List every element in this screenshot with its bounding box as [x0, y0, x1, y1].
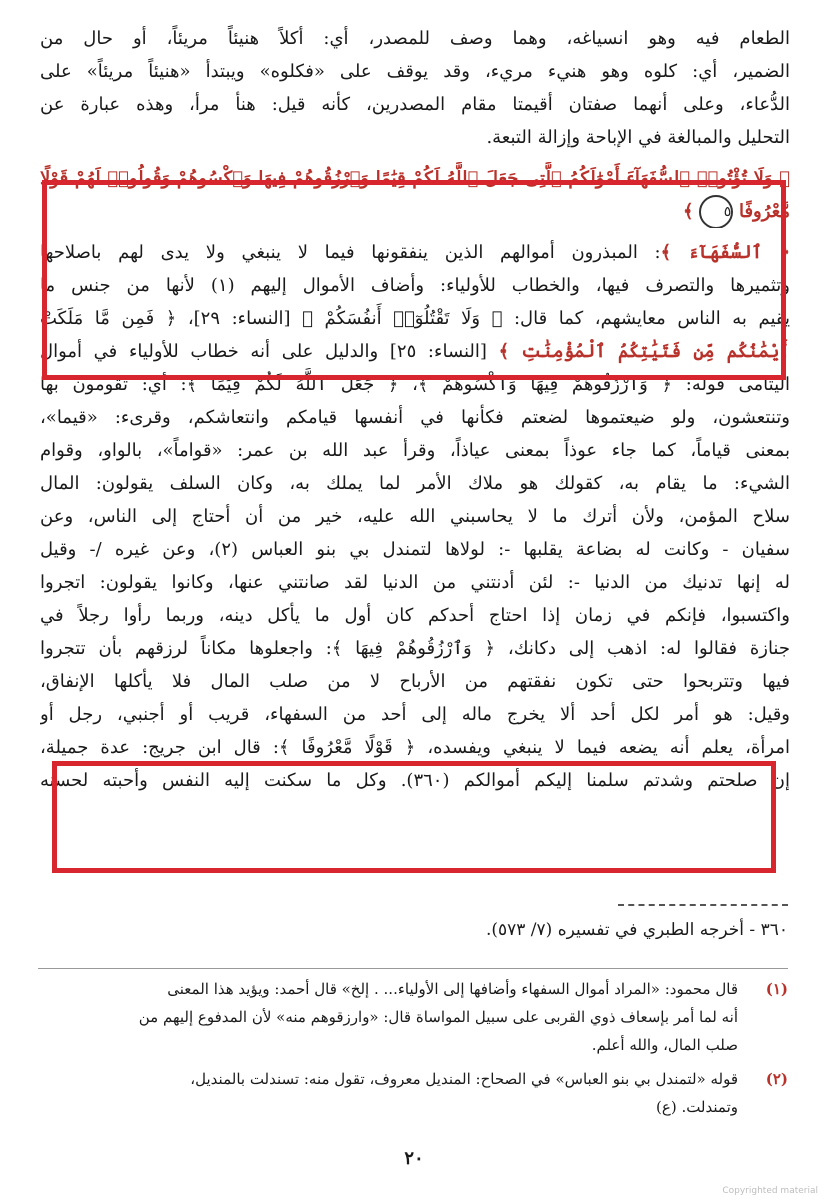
footnote-text — [38, 975, 738, 1059]
text-line: سفيان - وكانت له بضاعة يقلبها -: لولاها لتمندل بي بنو العباس (٢)، وعن غيره /- وقيل — [40, 539, 790, 560]
text-line: بمعنى قياماً، كما جاء عوذاً بمعنى عياذاً، وقرأ عبد الله بن عمر: «قواماً»، بالواو، وقوام — [40, 440, 790, 461]
text-line: إن صلحتم وشدتم سلمنا إليكم أموالكم (٣٦٠). وكل ما سكنت إليه النفس وأحبته لحسنه — [40, 770, 790, 791]
text-segment: [النساء: ٢٥] والدليل على أنه خطاب للأولياء في أموال — [40, 341, 499, 362]
footnote-line: قوله «لتمندل بي بنو العباس» في الصحاح: المنديل معروف، تقول منه: تسندلت بالمنديل، — [190, 1070, 738, 1088]
text-line: يقيم به الناس معايشهم، كما قال: ﴿ وَلَا تَقْتُلُوٓا۟ أَنفُسَكُمْ ﴾ [النساء: ٢٩]، ﴿ فَمِن مَّا مَلَكَتْ — [40, 308, 790, 329]
footnote-line: صلب المال، والله أعلم. — [591, 1036, 738, 1054]
verse-word: مَّعْرُوفًا — [738, 201, 790, 222]
term-explanation: : المبذرون أموالهم الذين ينفقونها فيما لا ينبغي ولا يدى لهم باصلاحها — [40, 242, 661, 263]
footnote-line: أنه لما أمر بإسعاف ذوي القربى على سبيل المواساة قال: «وارزقوهم منه» لأن المدفوع إليهم من — [138, 1008, 738, 1026]
footnote-line: وتمندلت. (ع) — [656, 1098, 738, 1116]
footnote-2 — [38, 1065, 788, 1121]
verse-close-bracket: ﴾ — [682, 201, 694, 222]
text-line: وقيل: هو أمر لكل أحد ألا يخرج ماله إلى أحد من السفهاء، قريب أو أجنبي، رجل أو — [40, 704, 790, 725]
text-line: جنازة فقالوا له: اذهب إلى دكانك، ﴿ وَٱرْزُقُوهُمْ فِيهَا ﴾: واجعلوها مكاناً لرزقهم بأن تتجروا — [40, 638, 790, 659]
quran-verse-line-end — [40, 195, 790, 228]
text-line: وتثميرها والتصرف فيها، والخطاب للأولياء: وأضاف الأموال إليهم (١) لأنها من جنس ما — [40, 275, 790, 296]
footnote-1 — [38, 975, 788, 1059]
paragraph-tahlil — [40, 22, 790, 154]
text-line: الطعام فيه وهو انسياغه، وهما وصف للمصدر، أي: أكلاً هنيئاً مريئاً، أو حال من — [40, 28, 790, 49]
text-line: فيها وتتربحوا حتى تكون نفقتهم من الأرباح لا من صلب المال فلا يأكلها الإنفاق، — [40, 671, 790, 692]
text-line — [40, 236, 790, 269]
source-footnote: ٣٦٠ - أخرجه الطبري في تفسيره (٧/ ٥٧٣). — [485, 920, 788, 940]
text-line: وتنتعشون، ولو ضيعتموها لضعتم فكأنها في أنفسها قيامكم وانتعاشكم، وقرىء: «قيما»، — [40, 407, 790, 428]
copyright-watermark: Copyrighted material — [722, 1186, 818, 1196]
text-line: الدُّعاء، وعلى أنهما صفتان أقيمتا مقام المصدرين، كأنه قيل: هنأ مرأ، وهذه عبارة عن — [40, 94, 790, 115]
text-line: امرأة، يعلم أنه يضعه فيما لا ينبغي ويفسده، ﴿ قَوْلًا مَّعْرُوفًا ﴾: قال ابن جريج: عدة جميلة، — [40, 737, 790, 758]
verse-block — [40, 162, 790, 228]
footnote-number: (٢) — [765, 1070, 788, 1088]
footnote-number: (١) — [765, 980, 788, 998]
footnote-divider-short — [618, 904, 788, 906]
page-number: ٢٠ — [404, 1148, 424, 1169]
footnote-text — [38, 1065, 738, 1121]
footnote-divider — [38, 968, 788, 969]
footnotes — [38, 975, 788, 1121]
paragraph-sufaha — [40, 236, 790, 698]
text-line: واكتسبوا، فإنكم في زمان إذا احتاج أحدكم كان أول ما يأكل دينه، وربما رأوا رجلاً في — [40, 605, 790, 626]
tafsir-page — [40, 22, 790, 797]
text-line: اليتامى قوله: ﴿ وَٱرْزُقُوهُمْ فِيهَا وَٱكْسُوهُمْ ﴾، ﴿ جَعَلَ ٱللَّهُ لَكُمْ قِيَٰمًا ﴾: أي: تقومون بها — [40, 374, 790, 395]
paragraph-wakil — [40, 698, 790, 797]
quran-quote: أَيْمَٰنُكُم مِّن فَتَيَٰتِكُمُ ٱلْمُؤْمِنَٰتِ ﴾ — [498, 341, 790, 362]
ayah-number-marker: ٥ — [699, 195, 733, 228]
text-line: الشيء: ما يقام به، كقولك هو ملاك الأمر لما يملك به، وكان السلف يقولون: المال — [40, 473, 790, 494]
quran-term: ﴿ ٱلسُّفَهَآءَ ﴾ — [660, 242, 790, 263]
quran-verse-line: ﴿ وَلَا تُؤْتُوا۟ ٱلسُّفَهَآءَ أَمْوَٰلَكُمُ ٱلَّتِى جَعَلَ ٱللَّهُ لَكُمْ قِيَٰمًا وَٱرْزُقُوهُمْ فِيهَا وَٱكْسُوهُمْ وَقُولُوا۟ لَهُمْ قَوْلًا — [40, 168, 790, 189]
text-line — [40, 335, 790, 368]
footnote-line: قال محمود: «المراد أموال السفهاء وأضافها إلى الأولياء... . إلخ» قال أحمد: ويؤيد هذا المعنى — [167, 980, 738, 998]
text-line: التحليل والمبالغة في الإباحة وإزالة التبعة. — [486, 127, 790, 148]
text-line: له إنها تدنيك من الدنيا -: لئن أدنتني من الدنيا لقد صانتني عنها، وكانوا يقولون: اتجروا — [40, 572, 790, 593]
text-line: سلاح المؤمن، ولأن أترك ما لا يحاسبني الله عليه، خير من أن أحتاج إلى الناس، وعن — [40, 506, 790, 527]
text-line: الضمير، أي: كلوه وهو هنيء مريء، وقد يوقف على «فكلوه» ويبتدأ «هنيئاً مريئاً» على — [40, 61, 790, 82]
